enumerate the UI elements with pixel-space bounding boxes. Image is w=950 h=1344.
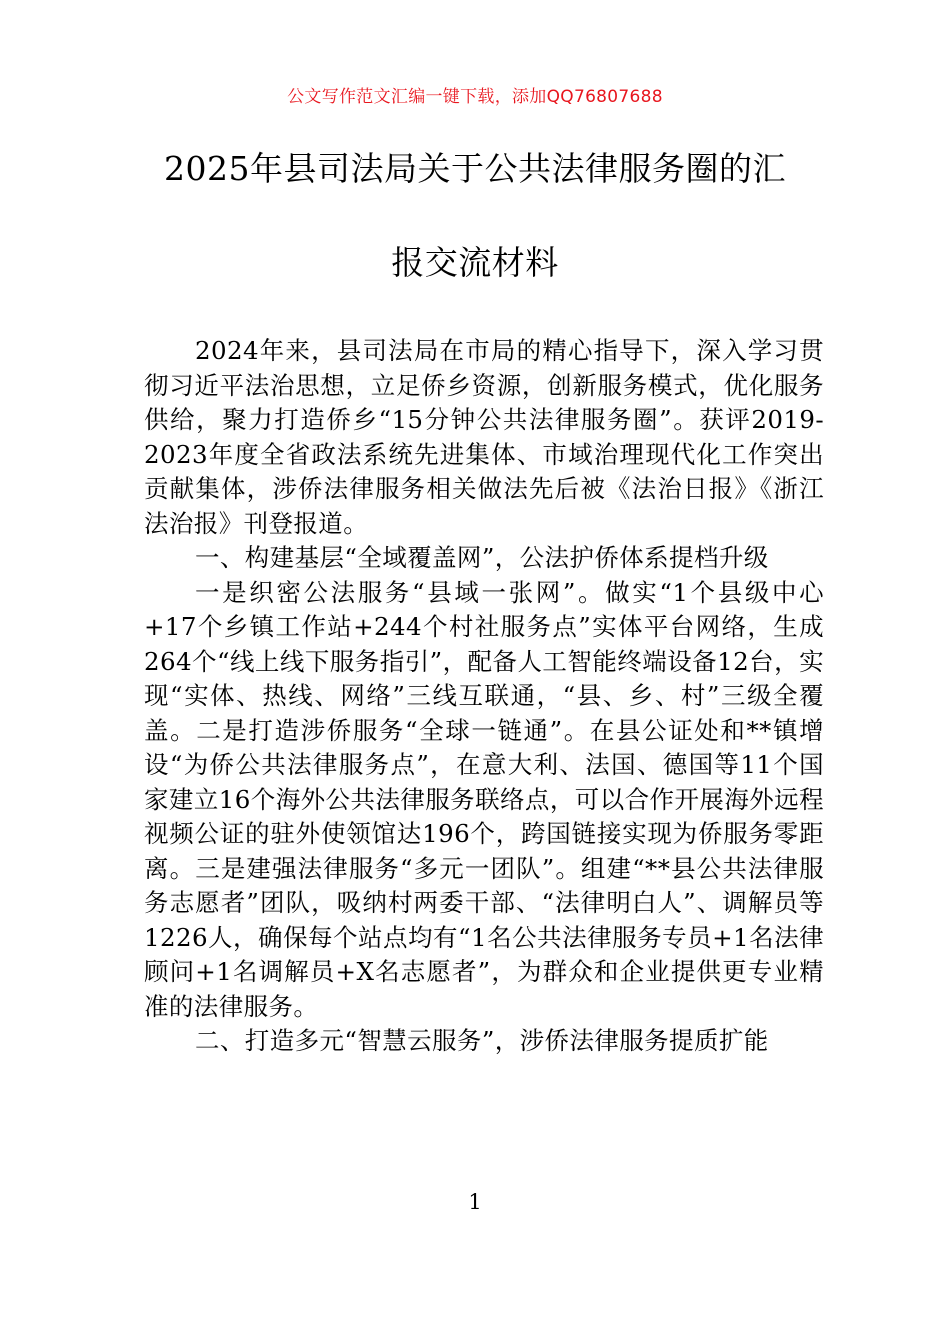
- document-title-line-1: 2025年县司法局关于公共法律服务圈的汇: [164, 149, 786, 188]
- document-body: [144, 334, 824, 1059]
- header-banner: 公文写作范文汇编一键下载，添加QQ76807688: [287, 87, 663, 107]
- section-heading-2: 二、打造多元“智慧云服务”，涉侨法律服务提质扩能: [195, 1026, 769, 1055]
- section-heading-1: 一、构建基层“全域覆盖网”，公法护侨体系提档升级: [195, 543, 769, 572]
- section-1-paragraph: 一是织密公法服务“县域一张网”。做实“1个县级中心+17个乡镇工作站+244个村社服务点”实体平台网络，生成264个“线上线下服务指引”，配备人工智能终端设备12台，实现“实体、热线、网络”三线互联通，“县、乡、村”三级全覆盖。二是打造涉侨服务“全球一链通”。在县公证处和**镇增设“为侨公共法律服务点”，在意大利、法国、德国等11个国家建立16个海外公共法律服务联络点，可以合作开展海外远程视频公证的驻外使领馆达196个，跨国链接实现为侨服务零距离。三是建强法律服务“多元一团队”。组建“**县公共法律服务志愿者”团队，吸纳村两委干部、“法律明白人”、调解员等1226人，确保每个站点均有“1名公共法律服务专员+1名法律顾问+1名调解员+X名志愿者”，为群众和企业提供更专业精准的法律服务。: [144, 577, 824, 1021]
- intro-paragraph: 2024年来，县司法局在市局的精心指导下，深入学习贯彻习近平法治思想，立足侨乡资源，创新服务模式，优化服务供给，聚力打造侨乡“15分钟公共法律服务圈”。获评2019-2023年度全省政法系统先进集体、市域治理现代化工作突出贡献集体，涉侨法律服务相关做法先后被《法治日报》《浙江法治报》刊登报道。: [144, 336, 824, 538]
- page-number: 1: [468, 1190, 482, 1214]
- document-title-line-2: 报交流材料: [391, 243, 559, 282]
